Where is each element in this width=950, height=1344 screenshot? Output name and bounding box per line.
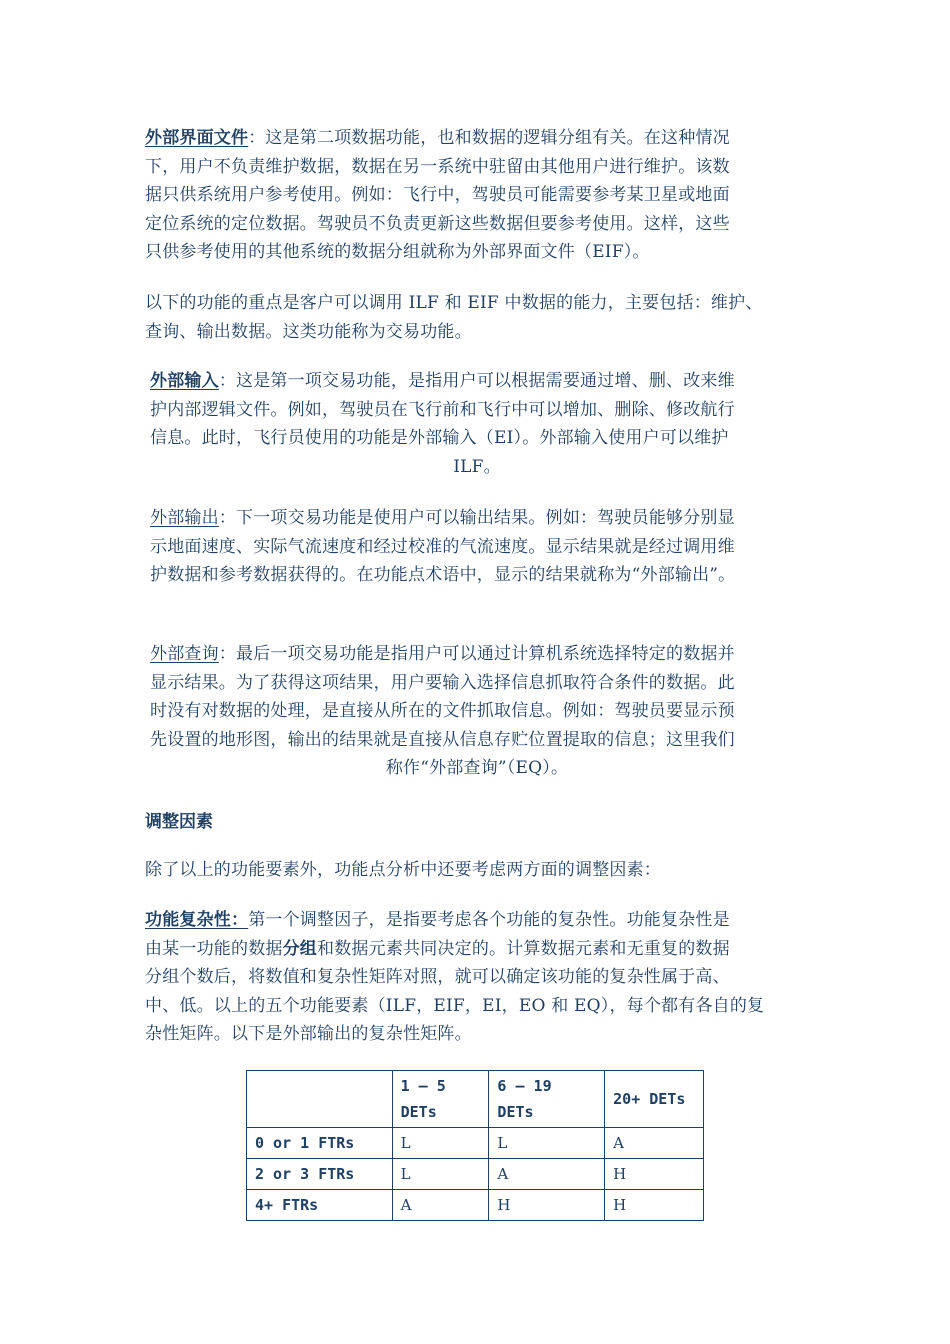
row-label-3: 4+ FTRs	[247, 1190, 393, 1221]
col-1-line-1: 1 – 5	[400, 1077, 446, 1095]
table-row	[247, 1190, 704, 1221]
complexity-line-5: 杂性矩阵。以下是外部输出的复杂性矩阵。	[145, 1024, 472, 1044]
eq-line-3: 时没有对数据的处理，是直接从所在的文件抓取信息。例如：驾驶员要显示预	[150, 701, 735, 721]
eif-line-5: 只供参考使用的其他系统的数据分组就称为外部界面文件（EIF）。	[145, 242, 650, 262]
matrix-header-row	[247, 1071, 704, 1128]
eo-term: 外部输出	[150, 508, 219, 528]
eq-line-2: 显示结果。为了获得这项结果，用户要输入选择信息抓取符合条件的数据。此	[150, 672, 735, 693]
eq-line-4: 先设置的地形图，输出的结果就是直接从信息存贮位置提取的信息；这里我们	[150, 729, 735, 750]
matrix-corner-cell	[247, 1071, 393, 1128]
cell-2-3: H	[605, 1159, 704, 1190]
eq-line-1: 最后一项交易功能是指用户可以通过计算机系统选择特定的数据并	[236, 644, 735, 664]
complexity-line-2-post: 和数据元素共同决定的。计算数据元素和无重复的数据	[317, 938, 730, 959]
eif-term: 外部界面文件	[145, 128, 249, 148]
eif-colon: ：	[248, 128, 266, 148]
ei-line-4: ILF。	[453, 456, 501, 477]
cell-3-2: H	[489, 1190, 605, 1221]
eif-line-1: 这是第二项数据功能，也和数据的逻辑分组有关。在这种情况	[265, 128, 730, 148]
col-3-line-1: 20+ DETs	[613, 1090, 686, 1108]
cell-2-2: A	[489, 1159, 605, 1190]
eq-colon: ：	[218, 644, 237, 664]
eo-colon: ：	[218, 508, 237, 528]
eo-line-1: 下一项交易功能是使用户可以输出结果。例如：驾驶员能够分别显	[236, 508, 735, 528]
matrix-col-header-2	[489, 1071, 605, 1128]
eo-line-3: 护数据和参考数据获得的。在功能点术语中，显示的结果就称为“外部输出”。	[150, 565, 736, 585]
ei-colon: ：	[218, 371, 237, 391]
col-2-line-2: DETs	[497, 1103, 534, 1121]
ei-line-1: 这是第一项交易功能，是指用户可以根据需要通过增、删、改来维	[236, 371, 735, 391]
complexity-paragraph	[145, 906, 764, 1049]
cell-2-1: L	[392, 1159, 489, 1190]
cell-3-1: A	[392, 1190, 489, 1221]
cell-1-2: L	[489, 1128, 605, 1159]
adjustment-intro-line: 除了以上的功能要素外，功能点分析中还要考虑两方面的调整因素：	[145, 860, 661, 880]
eo-paragraph	[150, 504, 735, 590]
ei-line-2: 护内部逻辑文件。例如，驾驶员在飞行前和飞行中可以增加、删除、修改航行	[150, 399, 735, 420]
cell-1-1: L	[392, 1128, 489, 1159]
ei-paragraph	[150, 367, 804, 481]
complexity-line-3: 分组个数后，将数值和复杂性矩阵对照，就可以确定该功能的复杂性属于高、	[145, 967, 730, 987]
adjustment-factors-heading: 调整因素	[145, 812, 213, 832]
cell-3-3: H	[605, 1190, 704, 1221]
eif-line-4: 定位系统的定位数据。驾驶员不负责更新这些数据但要参考使用。这样，这些	[145, 213, 730, 234]
eif-line-3: 据只供系统用户参考使用。例如：飞行中，驾驶员可能需要参考某卫星或地面	[145, 185, 730, 205]
ei-term: 外部输入	[150, 371, 219, 391]
complexity-term: 功能复杂性：	[145, 910, 249, 930]
eq-line-5: 称作“外部查询”（EQ）。	[385, 758, 569, 778]
intro-line-2: 查询、输出数据。这类功能称为交易功能。	[145, 321, 472, 342]
matrix-col-header-1	[392, 1071, 489, 1128]
col-1-line-2: DETs	[400, 1103, 437, 1121]
matrix-col-header-3	[605, 1071, 704, 1128]
adjustment-intro-paragraph	[145, 856, 661, 885]
row-label-1: 0 or 1 FTRs	[247, 1128, 393, 1159]
ei-line-3: 信息。此时，飞行员使用的功能是外部输入（EI）。外部输入使用户可以维护	[150, 428, 729, 448]
table-row	[247, 1128, 704, 1159]
transaction-intro-paragraph	[145, 289, 763, 346]
eo-line-2: 示地面速度、实际气流速度和经过校准的气流速度。显示结果就是经过调用维	[150, 536, 735, 557]
row-label-2: 2 or 3 FTRs	[247, 1159, 393, 1190]
complexity-line-2-bold: 分组	[282, 938, 318, 959]
eo-complexity-matrix	[246, 1070, 704, 1221]
complexity-line-1: 第一个调整因子，是指要考虑各个功能的复杂性。功能复杂性是	[248, 910, 730, 930]
table-row	[247, 1159, 704, 1190]
eif-line-2: 下，用户不负责维护数据，数据在另一系统中驻留由其他用户进行维护。该数	[145, 156, 730, 177]
complexity-line-2-pre: 由某一功能的数据	[145, 938, 283, 959]
eq-term: 外部查询	[150, 644, 219, 664]
col-2-line-1: 6 – 19	[497, 1077, 552, 1095]
intro-line-1: 以下的功能的重点是客户可以调用 ILF 和 EIF 中数据的能力，主要包括：维护、	[145, 293, 763, 313]
cell-1-3: A	[605, 1128, 704, 1159]
eq-paragraph	[150, 640, 804, 783]
complexity-line-4: 中、低。以上的五个功能要素（ILF，EIF，EI，EO 和 EQ），每个都有各自的复	[145, 995, 765, 1016]
eif-paragraph	[145, 124, 730, 267]
